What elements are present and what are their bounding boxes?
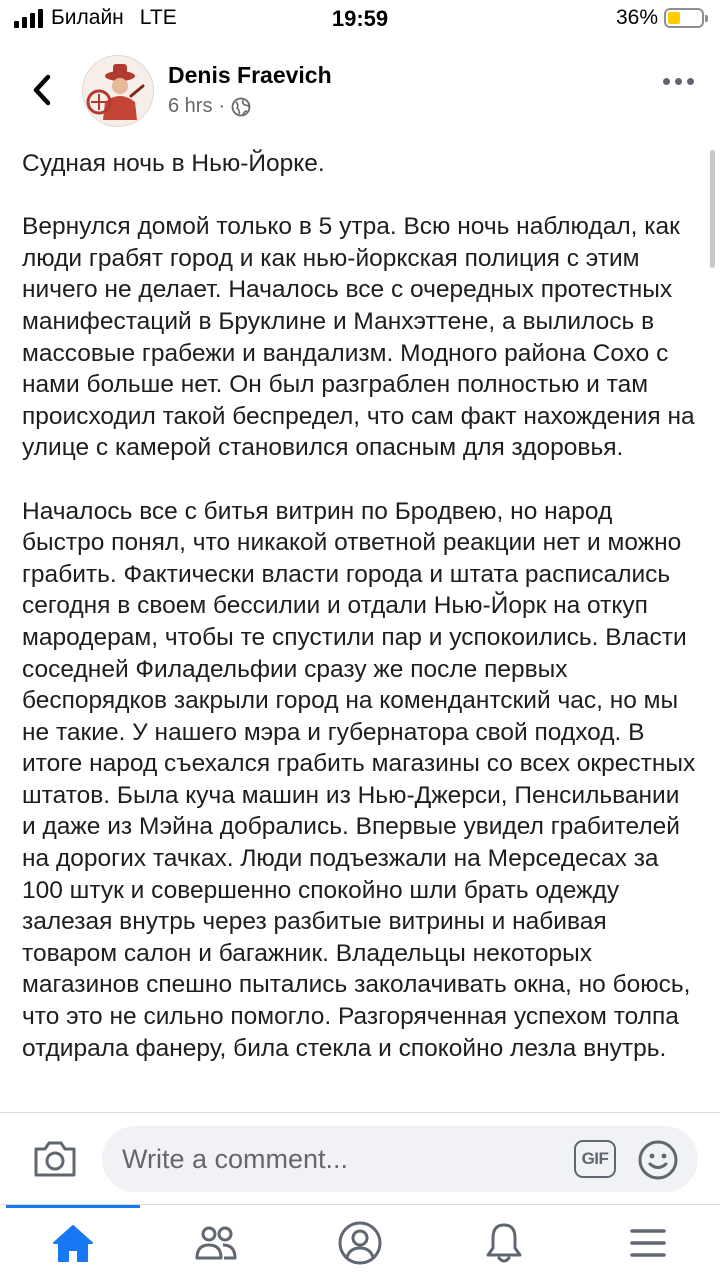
camera-icon	[32, 1139, 78, 1179]
post-time[interactable]: 6 hrs	[168, 95, 213, 117]
tab-profile[interactable]	[334, 1219, 386, 1267]
active-tab-indicator	[6, 1205, 140, 1208]
tab-notifications[interactable]	[478, 1219, 530, 1267]
clock: 19:59	[331, 6, 389, 31]
battery-percent: 36%	[615, 6, 658, 29]
tab-menu[interactable]	[622, 1219, 674, 1267]
home-icon	[51, 1223, 95, 1263]
friends-icon	[193, 1223, 239, 1263]
chevron-left-icon	[31, 74, 53, 106]
comment-placeholder: Write a comment...	[122, 1144, 349, 1174]
carrier-name: Билайн	[51, 6, 124, 29]
author-name[interactable]: Denis Fraevich	[168, 62, 332, 88]
meta-separator: ·	[218, 95, 226, 117]
scrollbar[interactable]	[710, 150, 715, 268]
comment-bar	[0, 1112, 720, 1204]
globe-icon	[231, 97, 251, 117]
menu-icon	[628, 1225, 668, 1261]
post-paragraph: Вернулся домой только в 5 утра. Всю ночь наблюдал, как люди грабят город и как нью-йоркская полиция с этим ничего не делает. Началось все с очередных протестных манифестаций в Бруклине и Манхэттене, а вылилось в массовые грабежи и вандализм. Модного района Сохо с нами больше нет. Он был разграблен полностью и там происходил такой беспредел, что сам факт нахождения на улице с камерой становился опасным для здоровья.	[22, 213, 695, 462]
battery-info	[616, 6, 704, 30]
tab-friends[interactable]	[190, 1219, 242, 1267]
gif-button[interactable]: GIF	[574, 1140, 616, 1178]
avatar-illustration	[83, 56, 154, 127]
network-type: LTE	[139, 6, 177, 29]
post-body	[22, 148, 698, 1114]
tab-home[interactable]	[47, 1219, 99, 1267]
notifications-icon	[484, 1221, 524, 1265]
post-paragraph: Началось все с битья витрин по Бродвею, но народ быстро понял, что никакой ответной реакции нет и можно грабить. Фактически власти города и штата расписались сегодня в своем бессилии и отдали Нью-Йорк на откуп мародерам, чтобы те спустили пар и успокоились. Власти соседней Филадельфии сразу же после первых беспорядков закрыли город на комендантский час, но мы не такие. У нашего мэра и губернатора свой подход. В итоге народ съехался грабить магазины со всех окрестных штатов. Была куча машин из Нью-Джерси, Пенсильвании и даже из Мэйна добрались. Впервые увидел грабителей на дорогих тачках. Люди подъезжали на Мерседесах за 100 штук и совершенно спокойно шли брать одежду залезая внутрь через разбитые витрины и набивая товаром салон и багажник. Владельцы некоторых магазинов спешно пытались заколачивать окна, но боюсь, что это не сильно помогло. Разгоряченная успехом толпа отдирала фанеру, била стекла и спокойно лезла внутрь.	[22, 497, 696, 1062]
tab-bar	[0, 1204, 720, 1280]
comment-input[interactable]	[102, 1126, 698, 1192]
battery-level	[668, 12, 680, 24]
profile-icon	[337, 1220, 383, 1266]
post-paragraph: Судная ночь в Нью-Йорке.	[22, 150, 325, 177]
post-meta	[168, 95, 251, 118]
emoji-icon	[636, 1138, 680, 1182]
emoji-button[interactable]	[636, 1138, 680, 1182]
camera-button[interactable]	[30, 1135, 80, 1183]
battery-icon	[664, 8, 704, 28]
more-options-button[interactable]	[663, 78, 694, 85]
status-bar	[0, 0, 720, 40]
avatar[interactable]	[82, 55, 154, 127]
more-icon	[663, 78, 670, 85]
back-button[interactable]	[22, 68, 62, 112]
